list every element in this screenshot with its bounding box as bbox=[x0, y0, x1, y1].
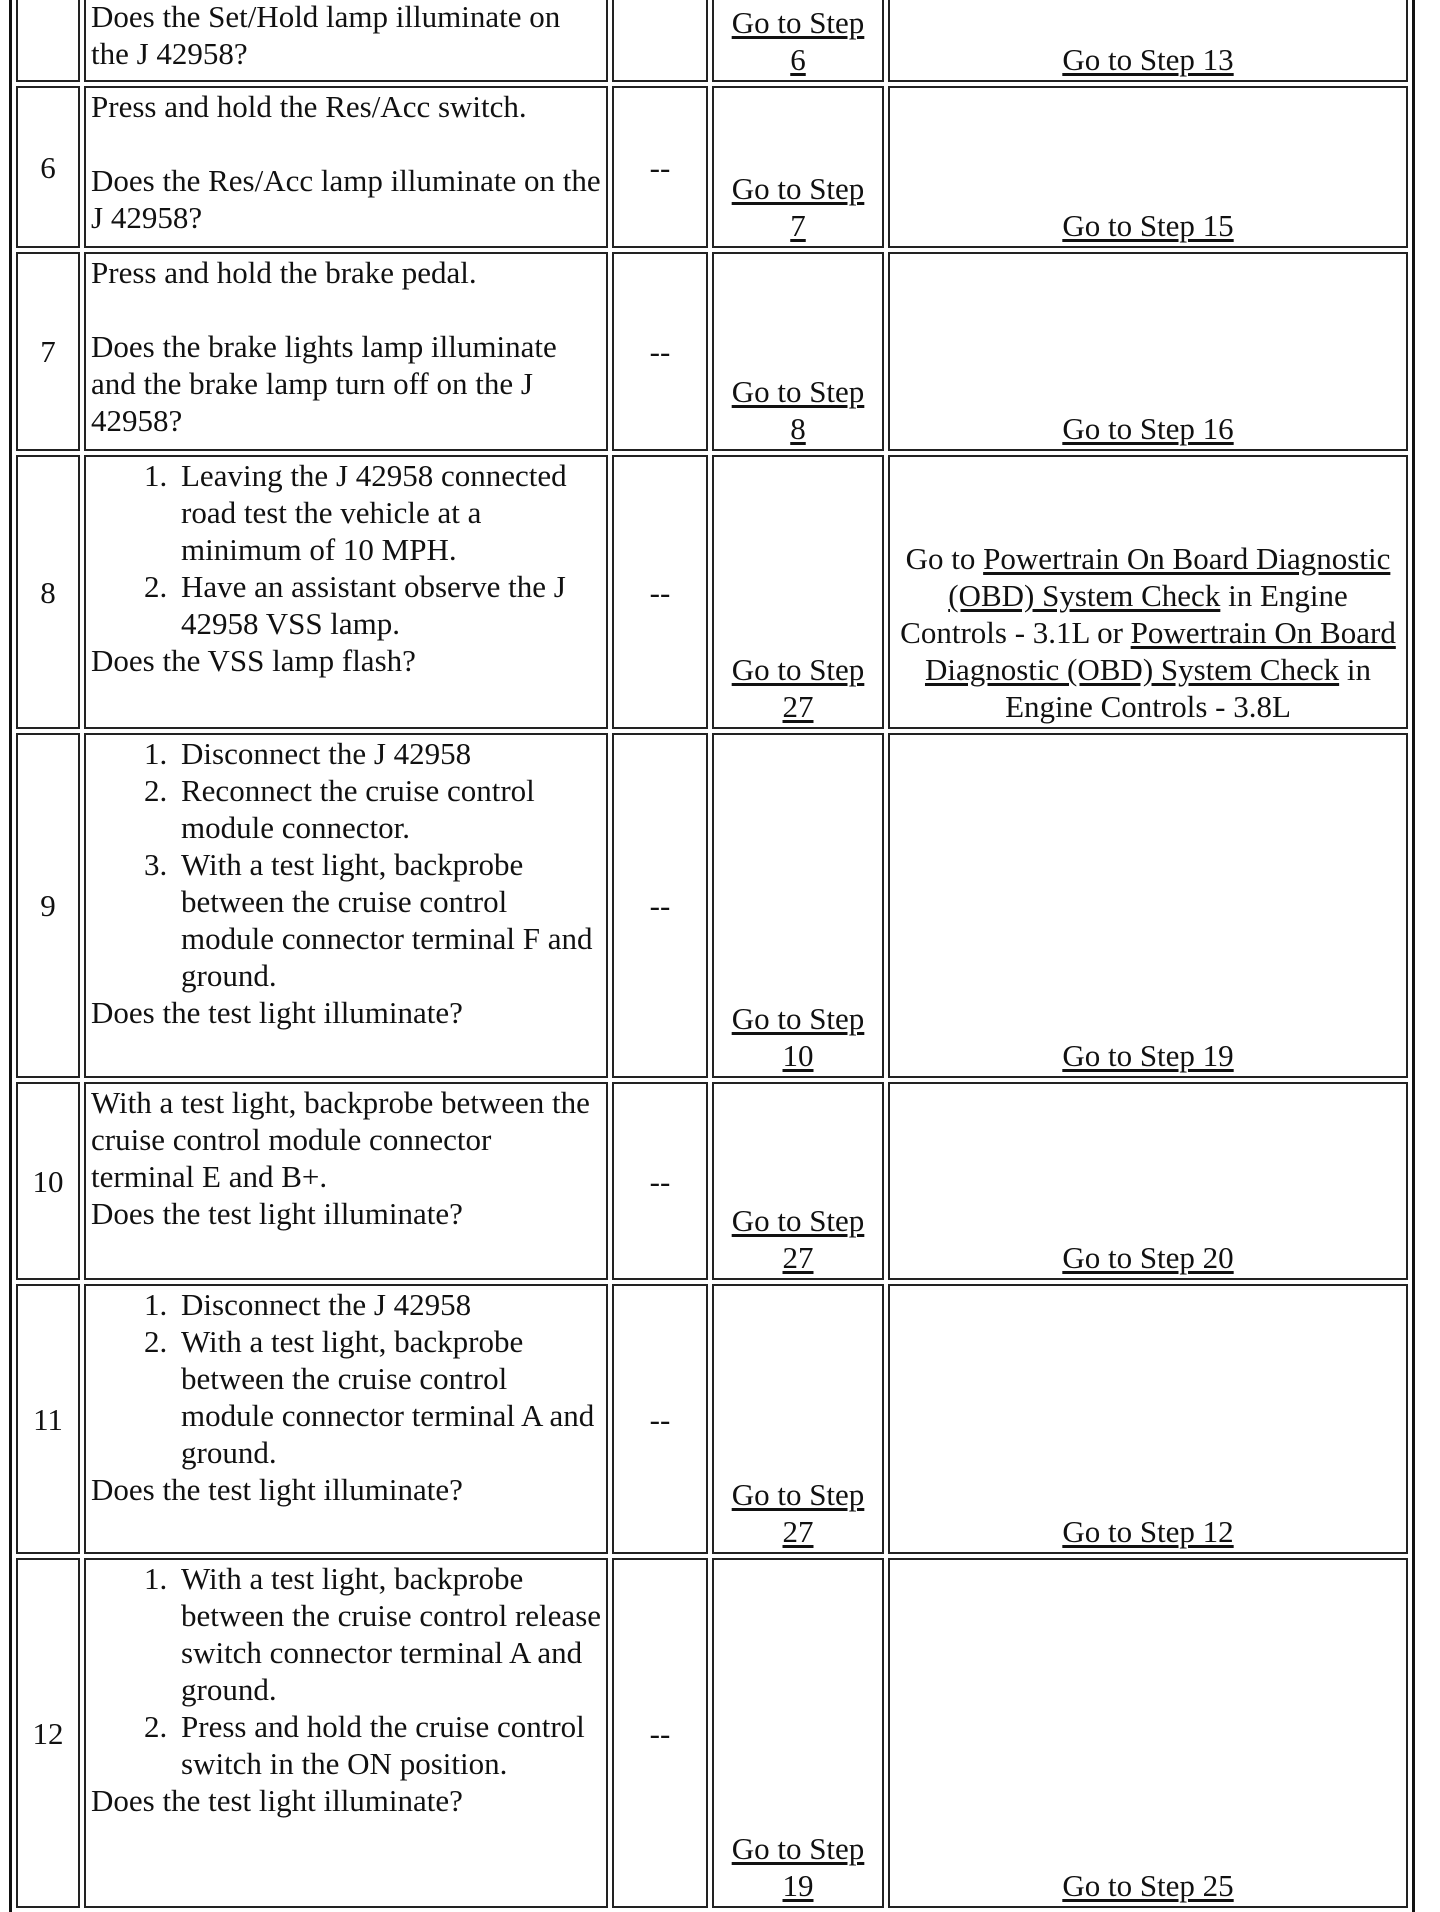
list-item: 2. Press and hold the cruise control switch in the ON position. bbox=[175, 1708, 602, 1782]
yes-cell bbox=[712, 1082, 884, 1280]
yes-step-link[interactable]: 10 bbox=[782, 1038, 814, 1073]
step-number: 8 bbox=[16, 455, 80, 729]
no-cell bbox=[888, 1558, 1408, 1908]
action-cell bbox=[84, 252, 608, 451]
list-item: 1. Disconnect the J 42958 bbox=[175, 735, 602, 772]
yes-step-link[interactable]: 27 bbox=[782, 689, 814, 724]
no-cell bbox=[888, 455, 1408, 729]
table-row bbox=[16, 252, 1408, 451]
yes-link[interactable]: Go to Step bbox=[731, 171, 865, 206]
yes-step-link[interactable]: 8 bbox=[790, 411, 806, 446]
table-row bbox=[16, 455, 1408, 729]
instruction-list bbox=[91, 735, 602, 994]
no-link[interactable]: Go to Step 19 bbox=[1062, 1038, 1234, 1073]
yes-step-link[interactable]: 19 bbox=[782, 1868, 814, 1903]
action-cell bbox=[84, 455, 608, 729]
step-number: 12 bbox=[16, 1558, 80, 1908]
yes-link[interactable]: Go to Step bbox=[731, 1831, 865, 1866]
yes-link[interactable]: Go to Step bbox=[731, 652, 865, 687]
question-text: Does the Res/Acc lamp illuminate on the J 42958? bbox=[91, 163, 601, 235]
table-row bbox=[16, 733, 1408, 1078]
step-number: 11 bbox=[16, 1284, 80, 1554]
action-cell bbox=[84, 86, 608, 248]
instruction-list bbox=[91, 1286, 602, 1471]
yes-step-link[interactable]: 6 bbox=[790, 42, 806, 77]
list-item: 2. Have an assistant observe the J 42958 VSS lamp. bbox=[175, 568, 602, 642]
yes-link[interactable]: Go to Step bbox=[731, 1477, 865, 1512]
action-cell bbox=[84, 1284, 608, 1554]
action-cell bbox=[84, 0, 608, 82]
no-cell bbox=[888, 1082, 1408, 1280]
step-number: 6 bbox=[16, 86, 80, 248]
table-row bbox=[16, 86, 1408, 248]
instruction-text: Press and hold the Res/Acc switch. bbox=[91, 89, 527, 124]
instruction-text: With a test light, backprobe between the cruise control module connector terminal E and B+. bbox=[91, 1085, 590, 1194]
action-cell bbox=[84, 1558, 608, 1908]
list-item: 3. With a test light, backprobe between the cruise control module connector terminal F and ground. bbox=[175, 846, 602, 994]
value-cell: -- bbox=[612, 1284, 708, 1554]
list-item: 1. Leaving the J 42958 connected road test the vehicle at a minimum of 10 MPH. bbox=[175, 457, 602, 568]
yes-cell bbox=[712, 0, 884, 82]
yes-link[interactable]: Go to Step bbox=[731, 5, 865, 40]
no-cell bbox=[888, 1284, 1408, 1554]
instruction-list bbox=[91, 457, 602, 642]
yes-link[interactable]: Go to Step bbox=[731, 1203, 865, 1238]
question-text: Does the VSS lamp flash? bbox=[91, 643, 416, 678]
no-cell bbox=[888, 0, 1408, 82]
value-cell bbox=[612, 0, 708, 82]
table-row bbox=[16, 1558, 1408, 1908]
no-link[interactable]: Go to Step 16 bbox=[1062, 411, 1234, 446]
yes-step-link[interactable]: 7 bbox=[790, 208, 806, 243]
obd-check-link-3-1l[interactable]: Powertrain On Board Diagnostic (OBD) System Check bbox=[948, 541, 1391, 613]
no-text-post: in Engine Controls - 3.8L bbox=[1005, 652, 1371, 724]
no-text-pre: Go to bbox=[905, 541, 984, 576]
instruction-list bbox=[91, 1560, 602, 1782]
diagnostic-table bbox=[9, 0, 1415, 1912]
question-text: Does the test light illuminate? bbox=[91, 1196, 463, 1231]
value-cell: -- bbox=[612, 1082, 708, 1280]
value-cell: -- bbox=[612, 86, 708, 248]
obd-check-link-3-8l[interactable]: Powertrain On Board Diagnostic (OBD) System Check bbox=[924, 615, 1396, 687]
no-link[interactable]: Go to Step 12 bbox=[1062, 1514, 1234, 1549]
value-cell: -- bbox=[612, 455, 708, 729]
list-item: 1. Disconnect the J 42958 bbox=[175, 1286, 602, 1323]
yes-link[interactable]: Go to Step bbox=[731, 1001, 865, 1036]
action-cell bbox=[84, 733, 608, 1078]
yes-step-link[interactable]: 27 bbox=[782, 1514, 814, 1549]
instruction-text: Press and hold the brake pedal. bbox=[91, 255, 477, 290]
table-row bbox=[16, 1082, 1408, 1280]
no-link[interactable]: Go to Step 15 bbox=[1062, 208, 1234, 243]
yes-cell bbox=[712, 86, 884, 248]
no-link[interactable]: Go to Step 20 bbox=[1062, 1240, 1234, 1275]
value-cell: -- bbox=[612, 1558, 708, 1908]
step-number: 7 bbox=[16, 252, 80, 451]
value-cell: -- bbox=[612, 733, 708, 1078]
action-cell bbox=[84, 1082, 608, 1280]
step-number bbox=[16, 0, 80, 82]
no-cell bbox=[888, 733, 1408, 1078]
yes-cell bbox=[712, 1558, 884, 1908]
yes-cell bbox=[712, 455, 884, 729]
table-row bbox=[16, 0, 1408, 82]
no-cell bbox=[888, 252, 1408, 451]
no-link[interactable]: Go to Step 25 bbox=[1062, 1868, 1234, 1903]
no-link[interactable]: Go to Step 13 bbox=[1062, 42, 1234, 77]
step-number: 9 bbox=[16, 733, 80, 1078]
yes-cell bbox=[712, 1284, 884, 1554]
question-text: Does the Set/Hold lamp illuminate on the J 42958? bbox=[91, 0, 561, 71]
question-text: Does the test light illuminate? bbox=[91, 1783, 463, 1818]
question-text: Does the test light illuminate? bbox=[91, 1472, 463, 1507]
no-cell bbox=[888, 86, 1408, 248]
yes-cell bbox=[712, 252, 884, 451]
list-item: 2. Reconnect the cruise control module connector. bbox=[175, 772, 602, 846]
table-row bbox=[16, 1284, 1408, 1554]
list-item: 2. With a test light, backprobe between the cruise control module connector terminal A and ground. bbox=[175, 1323, 602, 1471]
no-text-mid: in Engine Controls - 3.1L or bbox=[900, 578, 1348, 650]
list-item: 1. With a test light, backprobe between the cruise control release switch connector terminal A and ground. bbox=[175, 1560, 602, 1708]
question-text: Does the test light illuminate? bbox=[91, 995, 463, 1030]
yes-step-link[interactable]: 27 bbox=[782, 1240, 814, 1275]
yes-cell bbox=[712, 733, 884, 1078]
yes-link[interactable]: Go to Step bbox=[731, 374, 865, 409]
question-text: Does the brake lights lamp illuminate and the brake lamp turn off on the J 42958? bbox=[91, 329, 557, 438]
value-cell: -- bbox=[612, 252, 708, 451]
step-number: 10 bbox=[16, 1082, 80, 1280]
